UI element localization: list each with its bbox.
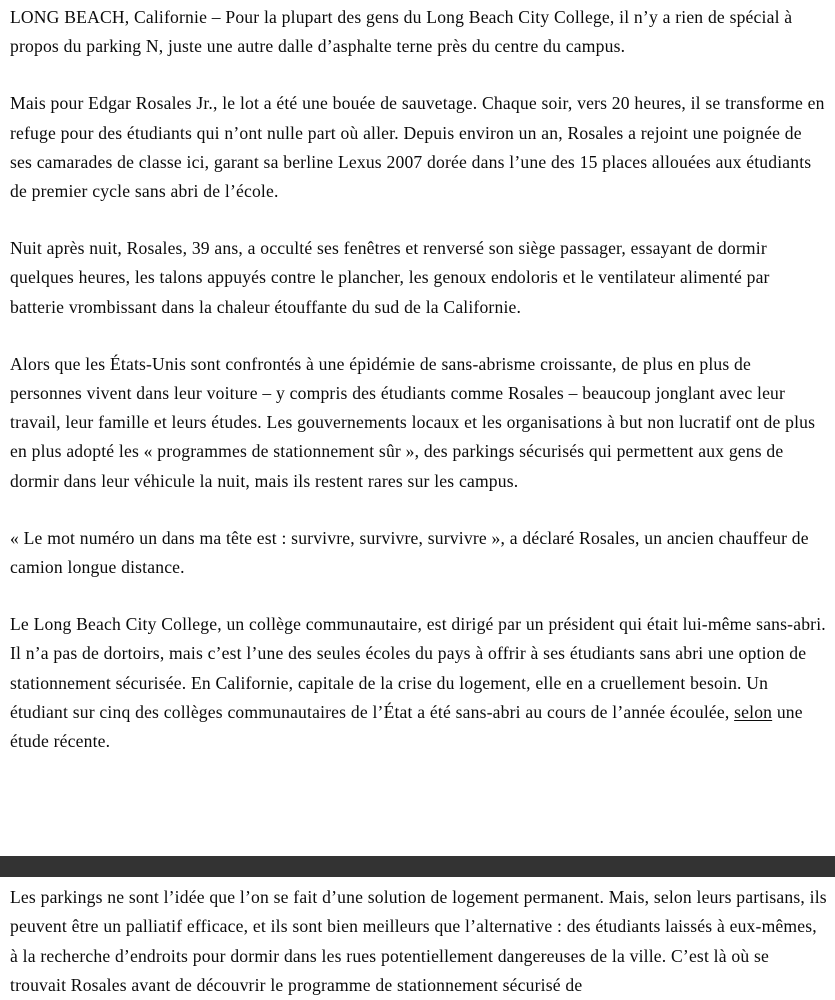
article-paragraph-3: Nuit après nuit, Rosales, 39 ans, a occulté ses fenêtres et renversé son siège passager, essayant de dormir quelques heures, les talons appuyés contre le plancher, les genoux endoloris et le ventilateur alimenté par batterie vrombissant dans la chaleur étouffante du sud de la Californie. [10, 238, 770, 317]
section-divider-bar [0, 856, 835, 877]
paragraph-6-text-after-link: une étude récente. [10, 701, 803, 752]
study-source-link[interactable]: selon [734, 701, 773, 722]
article-paragraph-6 [10, 610, 827, 756]
content-spacer [0, 784, 835, 856]
article-paragraph-4: Alors que les États-Unis sont confrontés à une épidémie de sans-abrisme croissante, de plus en plus de personnes vivent dans leur voiture – y compris des étudiants comme Rosales – beaucoup jonglant avec leur travail, leur famille et leurs études. Les gouvernements locaux et les organisations à but non lucratif ont de plus en plus adopté les « programmes de stationnement sûr », des parkings sécurisés qui permettent aux gens de dormir dans leur véhicule la nuit, mais ils restent rares sur les campus. [10, 353, 816, 491]
article-paragraph-1: LONG BEACH, Californie – Pour la plupart des gens du Long Beach City College, il n’y a rien de spécial à propos du parking N, juste une autre dalle d’asphalte terne près du centre du campus. [10, 7, 793, 57]
paragraph-6-text-before-link: Le Long Beach City College, un collège communautaire, est dirigé par un président qui était lui-même sans-abri. Il n’a pas de dortoirs, mais c’est l’une des seules écoles du pays à offrir à ses étudiants sans abri une option de stationnement sécurisée. En Californie, capitale de la crise du logement, elle en a cruellement besoin. Un étudiant sur cinq des collèges communautaires de l’État a été sans-abri au cours de l’année écoulée, [10, 614, 826, 722]
article-body-continued [0, 877, 835, 1000]
article-paragraph-7: Les parkings ne sont l’idée que l’on se fait d’une solution de logement permanent. Mais, selon leurs partisans, ils peuvent être un palliatif efficace, et ils sont bien meilleurs que l’alternative : des étudiants laissés à eux-mêmes, à la recherche d’endroits pour dormir dans les rues potentiellement dangereuses de la ville. C’est là où se trouvait Rosales avant de découvrir le programme de stationnement sécurisé de [10, 887, 827, 995]
article-paragraph-5-quote: « Le mot numéro un dans ma tête est : survivre, survivre, survivre », a déclaré Rosales, un ancien chauffeur de camion longue distance. [10, 527, 809, 578]
article-paragraph-2: Mais pour Edgar Rosales Jr., le lot a été une bouée de sauvetage. Chaque soir, vers 20 heures, il se transforme en refuge pour des étudiants qui n’ont nulle part où aller. Depuis environ un an, Rosales a rejoint une poignée de ses camarades de classe ici, garant sa berline Lexus 2007 dorée dans l’une des 15 places allouées aux étudiants de premier cycle sans abri de l’école. [10, 93, 825, 202]
